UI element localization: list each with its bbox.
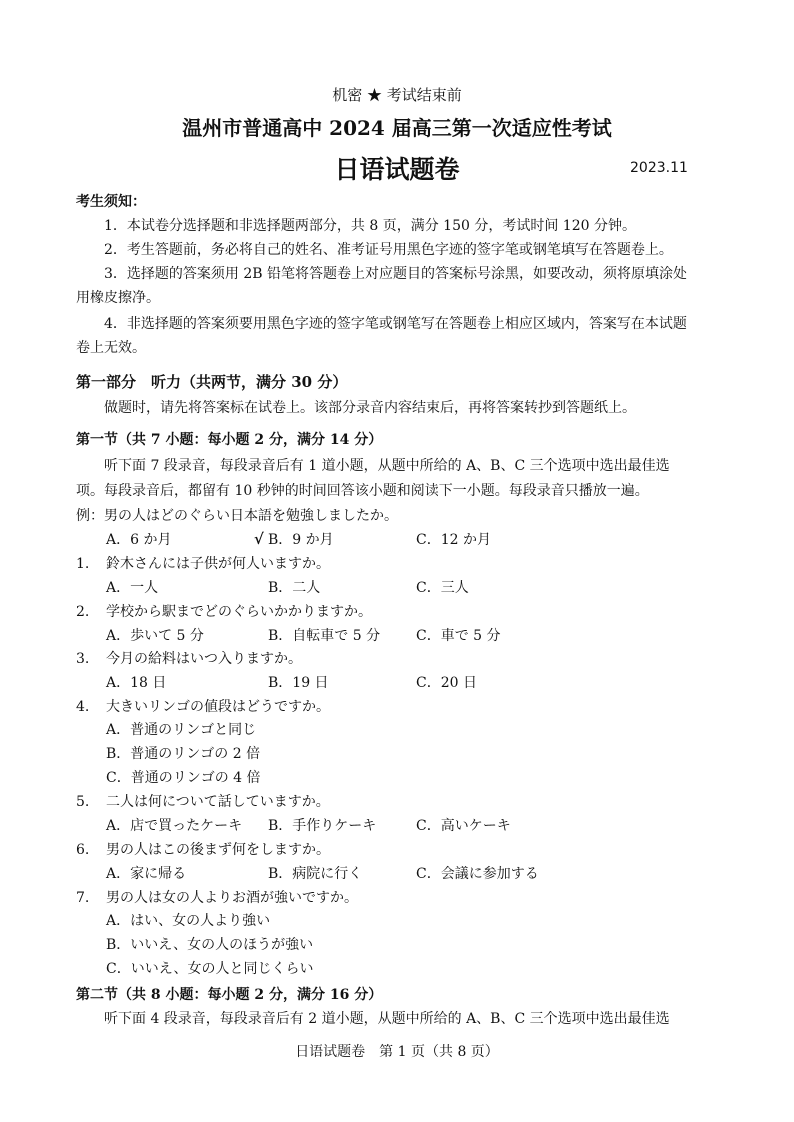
question-6-option-c: C．会議に参加する [416,866,539,882]
confidential-mark: 机密 ★ 考试结束前 [332,86,462,104]
question-6-option-b: B．病院に行く [268,866,363,882]
notice-item-4-cont: 卷上无效。 [76,340,146,356]
question-2-option-b: B．自転車で 5 分 [268,628,381,644]
question-7-option-c: C．いいえ、女の人と同じくらい [106,961,314,977]
question-3-option-a: A．18 日 [106,675,167,691]
question-7-option-a: A．はい、女の人より強い [106,913,271,929]
question-7-option-b: B．いいえ、女の人のほうが強い [106,937,314,953]
question-2-option-a: A．歩いて 5 分 [106,628,204,644]
example-check-mark: √ [254,530,264,548]
example-question: 例：男の人はどのぐらい日本語を勉強しましたか。 [76,508,398,524]
question-3-option-c: C．20 日 [416,675,477,691]
question-6-option-a: A．家に帰る [106,866,187,882]
question-5-text: 二人は何について話していますか。 [106,794,330,810]
question-5-number: 5. [76,794,90,810]
notice-heading: 考生须知： [76,194,146,210]
question-4-option-c: C．普通のリンゴの 4 倍 [106,770,261,786]
exam-date: 2023.11 [630,160,688,176]
question-6-number: 6. [76,842,90,858]
question-2-text: 学校から駅までどのぐらいかかりますか。 [106,604,372,620]
notice-item-1: 1．本试卷分选择题和非选择题两部分，共 8 页，满分 150 分，考试时间 120 分钟。 [104,218,636,234]
question-6-text: 男の人はこの後まず何をしますか。 [106,842,330,858]
section1-instruction-2: 项。每段录音后，都留有 10 秒钟的时间回答该小题和阅读下一小题。每段录音只播放一遍。 [76,483,649,499]
notice-item-3-cont: 用橡皮擦净。 [76,290,160,306]
part1-instruction: 做题时，请先将答案标在试卷上。该部分录音内容结束后，再将答案转抄到答题纸上。 [104,400,636,416]
question-4-number: 4. [76,699,90,715]
question-2-option-c: C．車で 5 分 [416,628,501,644]
question-1-option-c: C．三人 [416,580,469,596]
example-option-a: A．6 か月 [106,532,172,548]
notice-item-3: 3．选择题的答案须用 2B 铅笔将答题卷上对应题目的答案标号涂黑，如要改动，须将原填涂处 [104,266,688,282]
question-4-option-b: B．普通のリンゴの 2 倍 [106,746,261,762]
question-1-number: 1. [76,556,90,572]
section1-heading: 第一节（共 7 小题：每小题 2 分，满分 14 分） [76,432,383,448]
notice-item-4: 4．非选择题的答案须要用黑色字迹的签字笔或钢笔写在答题卷上相应区域内，答案写在本试题 [104,316,687,332]
question-1-option-b: B．二人 [268,580,321,596]
section2-heading: 第二节（共 8 小题：每小题 2 分，满分 16 分） [76,987,383,1003]
page-footer: 日语试题卷 第 1 页（共 8 页） [295,1044,499,1060]
exam-title: 温州市普通高中 2024 届高三第一次适应性考试 [182,116,612,140]
section1-instruction-1: 听下面 7 段录音，每段录音后有 1 道小题，从题中所给的 A、B、C 三个选项中选出最佳选 [104,458,670,474]
subject-title: 日语试题卷 [334,155,460,184]
question-4-option-a: A．普通のリンゴと同じ [106,722,257,738]
part1-heading: 第一部分 听力（共两节，满分 30 分） [76,373,348,391]
notice-item-2: 2．考生答题前，务必将自己的姓名、准考证号用黑色字迹的签字笔或钢笔填写在答题卷上。 [104,242,673,258]
question-7-text: 男の人は女の人よりお酒が強いですか。 [106,890,358,906]
example-option-b: B．9 か月 [268,532,334,548]
question-3-number: 3. [76,651,90,667]
question-1-text: 鈴木さんには子供が何人いますか。 [106,556,330,572]
question-4-text: 大きいリンゴの値段はどうですか。 [106,699,330,715]
question-5-option-c: C．高いケーキ [416,818,511,834]
question-1-option-a: A．一人 [106,580,159,596]
question-2-number: 2. [76,604,90,620]
section2-instruction: 听下面 4 段录音，每段录音后有 2 道小题，从题中所给的 A、B、C 三个选项中选出最佳选 [104,1011,670,1027]
question-5-option-a: A．店で買ったケーキ [106,818,243,834]
question-3-text: 今月の給料はいつ入りますか。 [106,651,302,667]
question-3-option-b: B．19 日 [268,675,329,691]
question-5-option-b: B．手作りケーキ [268,818,377,834]
question-7-number: 7. [76,890,90,906]
example-option-c: C．12 か月 [416,532,491,548]
